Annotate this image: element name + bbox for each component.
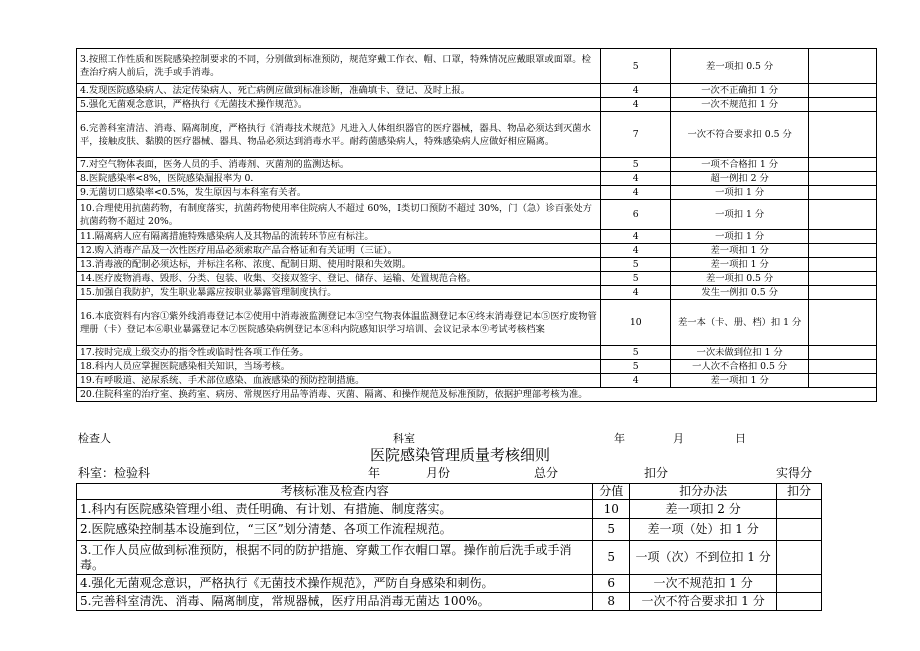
criterion-text: 7.对空气物体表面，医务人员的手、消毒剂、灭菌剂的监测达标。 — [77, 158, 601, 172]
page-title: 医院感染管理质量考核细则 — [369, 446, 550, 464]
deduction-rule: 超一例扣 2 分 — [671, 172, 809, 186]
actual-score-cell — [809, 49, 877, 84]
actual-score-cell — [809, 272, 877, 286]
table-row — [77, 230, 877, 244]
criterion-score: 7 — [601, 112, 671, 158]
deduction-rule: 一次不规范扣 1 分 — [671, 98, 809, 112]
actual-score-cell — [809, 172, 877, 186]
header-item: 考核标准及检查内容 — [77, 484, 593, 500]
actual-score-cell — [809, 158, 877, 172]
table-row — [77, 519, 822, 541]
criterion-text: 11.隔离病人应有隔离措施特殊感染病人及其物品的流转环节应有标注。 — [77, 230, 601, 244]
criterion-score: 5 — [601, 360, 671, 374]
deduction-rule: 一人次不合格扣 0.5 分 — [671, 360, 809, 374]
table-row — [77, 374, 877, 388]
deduction-rule: 差一项扣 0.5 分 — [671, 49, 809, 84]
criterion-score: 5 — [601, 49, 671, 84]
table-row — [77, 84, 877, 98]
deduction-cell — [777, 593, 822, 611]
table-row — [77, 575, 822, 593]
actual-score-cell — [809, 360, 877, 374]
criterion-text: 3.按照工作性质和医院感染控制要求的不同，分别做到标准预防，规范穿戴工作衣、帽、口罩，特殊情况应戴眼罩或面罩。检查治疗病人前后，洗手或手消毒。 — [77, 49, 601, 84]
criterion-text: 12.购入消毒产品及一次性医疗用品必须索取产品合格证和有关证明（三证）。 — [77, 244, 601, 258]
criterion-score: 10 — [601, 300, 671, 346]
header-deduct: 扣分 — [777, 484, 822, 500]
criterion-score: 5 — [593, 519, 630, 541]
criterion-text: 18.科内人员应掌握医院感染相关知识，当场考核。 — [77, 360, 601, 374]
criterion-text: 16.本底资料有内容①紫外线消毒登记本②使用中消毒液监测登记本③空气物表体温监测登记本④终末消毒登记本⑤医疗废物管理册（卡）登记本⑥职业暴露登记本⑦医院感染病例登记本⑧科内院感知识学习培训、会议记录本⑨考试考核档案 — [77, 300, 601, 346]
table-row — [77, 112, 877, 158]
criteria-table-part2 — [76, 483, 822, 611]
criterion-score: 4 — [601, 186, 671, 200]
table-note: 20.住院科室的治疗室、换药室、病房、常规医疗用品等消毒、灭菌、隔离、和操作规范及标准预防，依据护理部考核为准。 — [77, 388, 877, 402]
actual-score-cell — [809, 300, 877, 346]
deduction-rule: 一项（次）不到位扣 1 分 — [630, 541, 777, 575]
deduction-field: 扣分 — [644, 466, 669, 480]
deduction-rule: 一次未做到位扣 1 分 — [671, 346, 809, 360]
table-row — [77, 244, 877, 258]
deduction-rule: 差一本（卡、册、档）扣 1 分 — [671, 300, 809, 346]
actual-score-cell — [809, 84, 877, 98]
actual-score-cell — [809, 374, 877, 388]
criterion-text: 4.发现医院感染病人、法定传染病人、死亡病例应做到标准诊断，准确填卡、登记、及时上报。 — [77, 84, 601, 98]
criterion-score: 6 — [601, 200, 671, 230]
criterion-score: 4 — [601, 98, 671, 112]
table-row — [77, 346, 877, 360]
deduction-rule: 一次不规范扣 1 分 — [630, 575, 777, 593]
deduction-rule: 一次不正确扣 1 分 — [671, 84, 809, 98]
criterion-text: 6.完善科室清洁、消毒、隔离制度，严格执行《消毒技术规范》凡进入人体组织器官的医疗器械，器具、物品必须达到灭菌水平，接触皮肤、黏膜的医疗器械、器具、物品必须达到消毒水平。耐药菌感染病人，特殊感染病人应做好相应隔离。 — [77, 112, 601, 158]
criterion-text: 2.医院感染控制基本设施到位，“三区”划分清楚、各项工作流程规范。 — [77, 519, 593, 541]
deduction-cell — [777, 519, 822, 541]
header-rule: 扣分办法 — [630, 484, 777, 500]
total-score-field: 总分 — [534, 466, 559, 480]
criterion-text: 19.有呼吸道、泌尿系统、手术部位感染、血液感染的预防控制措施。 — [77, 374, 601, 388]
actual-score-cell — [809, 258, 877, 272]
month-label: 月 — [673, 432, 684, 445]
deduction-rule: 一项扣 1 分 — [671, 230, 809, 244]
actual-score-cell — [809, 98, 877, 112]
table-row — [77, 200, 877, 230]
criterion-score: 5 — [601, 258, 671, 272]
actual-score-field: 实得分 — [776, 466, 813, 480]
table-row — [77, 286, 877, 300]
department-label: 科室 — [393, 432, 415, 445]
header-score: 分值 — [593, 484, 630, 500]
criterion-text: 15.加强自我防护，发生职业暴露应按职业暴露管理制度执行。 — [77, 286, 601, 300]
criterion-score: 4 — [601, 84, 671, 98]
inspector-label: 检查人 — [78, 432, 111, 445]
criterion-text: 13.消毒液的配制必须达标，并标注名称、浓度、配制日期、使用时限和失效期。 — [77, 258, 601, 272]
table-row — [77, 172, 877, 186]
criterion-score: 10 — [593, 500, 630, 519]
criteria-table-part1 — [76, 48, 877, 402]
month-field: 月份 — [426, 466, 451, 480]
deduction-rule: 一项扣 1 分 — [671, 200, 809, 230]
deduction-rule: 一次不符合要求扣 1 分 — [630, 593, 777, 611]
criterion-text: 9.无菌切口感染率<0.5%，发生原因与本科室有关者。 — [77, 186, 601, 200]
criterion-text: 5.强化无菌观念意识，严格执行《无菌技术操作规范》。 — [77, 98, 601, 112]
table-header-row — [77, 484, 822, 500]
deduction-rule: 发生一例扣 0.5 分 — [671, 286, 809, 300]
deduction-rule: 一项不合格扣 1 分 — [671, 158, 809, 172]
actual-score-cell — [809, 286, 877, 300]
deduction-rule: 一项扣 1 分 — [671, 186, 809, 200]
criterion-score: 4 — [601, 244, 671, 258]
actual-score-cell — [809, 346, 877, 360]
department-field: 科室：检验科 — [78, 466, 151, 480]
table-row — [77, 388, 877, 402]
actual-score-cell — [809, 186, 877, 200]
actual-score-cell — [809, 230, 877, 244]
actual-score-cell — [809, 112, 877, 158]
table-row — [77, 186, 877, 200]
deduction-rule: 差一项（处）扣 1 分 — [630, 519, 777, 541]
criterion-score: 4 — [601, 172, 671, 186]
criterion-text: 1.科内有医院感染管理小组、责任明确、有计划、有措施、制度落实。 — [77, 500, 593, 519]
deduction-rule: 差一项扣 2 分 — [630, 500, 777, 519]
criterion-score: 4 — [601, 286, 671, 300]
criterion-score: 5 — [601, 272, 671, 286]
table-row — [77, 593, 822, 611]
table-row — [77, 272, 877, 286]
criterion-score: 5 — [593, 541, 630, 575]
criterion-text: 17.按时完成上级交办的指令性或临时性各项工作任务。 — [77, 346, 601, 360]
criterion-score: 4 — [601, 230, 671, 244]
table-row — [77, 98, 877, 112]
table-row — [77, 360, 877, 374]
table-row — [77, 158, 877, 172]
deduction-cell — [777, 541, 822, 575]
deduction-rule: 差一项扣 1 分 — [671, 374, 809, 388]
criterion-score: 8 — [593, 593, 630, 611]
deduction-rule: 差一项扣 1 分 — [671, 258, 809, 272]
criterion-score: 5 — [601, 346, 671, 360]
criterion-score: 4 — [601, 374, 671, 388]
deduction-rule: 差一项扣 1 分 — [671, 244, 809, 258]
criterion-text: 10.合理使用抗菌药物，有制度落实，抗菌药物使用率住院病人不超过 60%，Ⅰ类切口预防不超过 30%，门（急）诊百张处方抗菌药物不超过 20%。 — [77, 200, 601, 230]
table-row — [77, 258, 877, 272]
criterion-text: 3.工作人员应做到标准预防，根据不同的防护措施、穿戴工作衣帽口罩。操作前后洗手或手消毒。 — [77, 541, 593, 575]
deduction-cell — [777, 575, 822, 593]
criterion-text: 8.医院感染率<8%，医院感染漏报率为 0. — [77, 172, 601, 186]
year-field: 年 — [368, 466, 381, 480]
actual-score-cell — [809, 200, 877, 230]
deduction-cell — [777, 500, 822, 519]
table-row — [77, 49, 877, 84]
actual-score-cell — [809, 244, 877, 258]
criterion-score: 6 — [593, 575, 630, 593]
criterion-text: 14.医疗废物消毒、毁形、分类、包装、收集、交接双签字、登记、储存、运输、处置规范合格。 — [77, 272, 601, 286]
deduction-rule: 差一项扣 0.5 分 — [671, 272, 809, 286]
year-label: 年 — [614, 432, 625, 445]
criterion-text: 5.完善科室清洗、消毒、隔离制度，常规器械，医疗用品消毒无菌达 100%。 — [77, 593, 593, 611]
criterion-score: 5 — [601, 158, 671, 172]
table-row — [77, 500, 822, 519]
table-row — [77, 300, 877, 346]
criterion-text: 4.强化无菌观念意识，严格执行《无菌技术操作规范》，严防自身感染和刺伤。 — [77, 575, 593, 593]
day-label: 日 — [735, 432, 746, 445]
table-row — [77, 541, 822, 575]
deduction-rule: 一次不符合要求扣 0.5 分 — [671, 112, 809, 158]
